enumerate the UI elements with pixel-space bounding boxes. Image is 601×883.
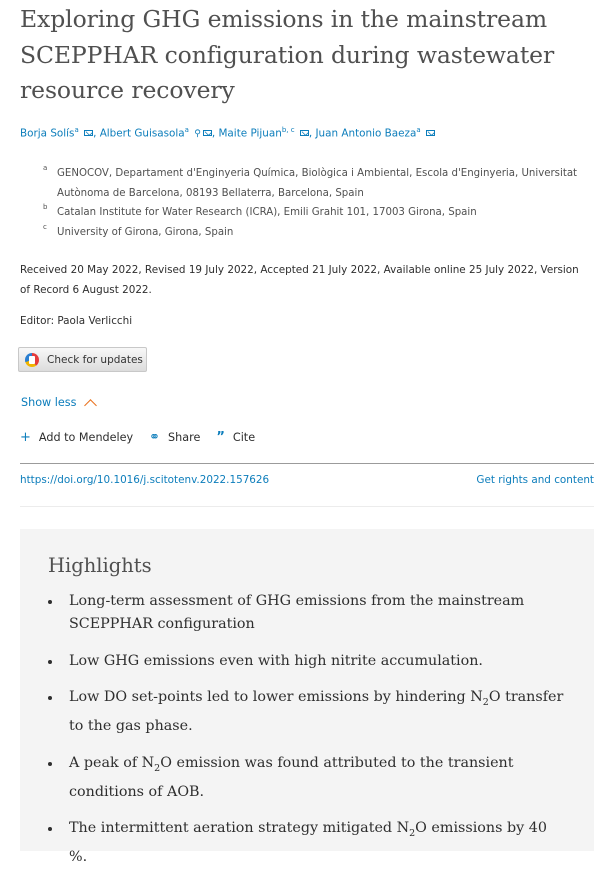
divider xyxy=(20,506,594,507)
get-rights-link[interactable]: Get rights and content xyxy=(476,474,594,486)
affiliation-text: GENOCOV, Departament d'Enginyeria Química, Biològica i Ambiental, Escola d'Enginyeria, Universitat Autònoma de Barcelona, 08193 Bellaterra, Barcelona, Spain xyxy=(57,168,578,199)
author-affiliation-sup: a xyxy=(416,126,421,134)
envelope-icon[interactable] xyxy=(84,130,93,136)
highlight-item xyxy=(48,686,568,737)
affiliation-item xyxy=(43,223,578,243)
check-for-updates-button[interactable] xyxy=(18,347,147,372)
person-icon[interactable]: ⚲ xyxy=(194,129,201,140)
highlight-text: A peak of N xyxy=(69,754,155,771)
highlight-text: O emissions by 40 %. xyxy=(69,820,547,865)
affiliation-item xyxy=(43,164,578,203)
affiliation-text: Catalan Institute for Water Research (ICRA), Emili Grahit 101, 17003 Girona, Spain xyxy=(57,207,477,218)
check-for-updates-label: Check for updates xyxy=(47,353,143,366)
cite-button[interactable] xyxy=(216,430,255,445)
crossmark-icon xyxy=(25,353,39,367)
highlight-item xyxy=(48,817,568,868)
affiliation-label: a xyxy=(43,164,48,172)
doi-link[interactable]: https://doi.org/10.1016/j.scitotenv.2022.157626 xyxy=(20,474,270,486)
envelope-icon[interactable] xyxy=(426,130,435,136)
highlights-title: Highlights xyxy=(48,554,152,577)
article-history: Received 20 May 2022, Revised 19 July 2022, Accepted 21 July 2022, Available online 25 July 2022, Version of Record 6 August 2022. xyxy=(20,264,579,296)
share-label: Share xyxy=(168,431,201,444)
highlight-text: Low GHG emissions even with high nitrite accumulation. xyxy=(69,652,483,669)
highlight-item xyxy=(48,752,568,803)
highlights-list xyxy=(48,590,568,883)
highlight-text: The intermittent aeration strategy mitigated N xyxy=(69,820,410,837)
author-link[interactable]: Albert Guisasola xyxy=(99,127,185,140)
highlight-text: O emission was found attributed to the transient conditions of AOB. xyxy=(69,754,514,800)
share-button[interactable] xyxy=(149,430,200,445)
subscript: 2 xyxy=(482,697,489,709)
plus-icon: + xyxy=(20,430,31,445)
add-to-mendeley-label: Add to Mendeley xyxy=(38,431,134,444)
quote-icon: ” xyxy=(216,430,225,445)
envelope-icon[interactable] xyxy=(300,130,309,136)
author-affiliation-sup: a xyxy=(74,126,79,134)
editor-line: Editor: Paola Verlicchi xyxy=(20,315,133,327)
affiliation-label: c xyxy=(43,222,47,231)
subscript: 2 xyxy=(154,762,161,774)
show-less-toggle[interactable] xyxy=(21,395,95,410)
envelope-icon[interactable] xyxy=(203,130,212,136)
highlight-text: Long-term assessment of GHG emissions from the mainstream SCEPPHAR configuration xyxy=(69,593,525,632)
share-icon: ⚭ xyxy=(149,430,161,445)
article-actions xyxy=(20,430,271,445)
subscript: 2 xyxy=(409,828,416,840)
affiliation-item xyxy=(43,203,578,223)
author-list: Borja Solís$^a$ , Albert Guisasola$^a$ ⚲ , Maite Pijuan$^{b, c}$ , Juan Antonio Baeza$^a$ xyxy=(20,126,595,139)
author-link[interactable]: Borja Solís xyxy=(20,127,75,140)
chevron-up-icon xyxy=(85,399,98,412)
article-title: Exploring GHG emissions in the mainstream SCEPPHAR configuration during wastewater resource recovery xyxy=(20,5,555,104)
add-to-mendeley-button[interactable] xyxy=(20,430,133,445)
author-affiliation-sup: b, c xyxy=(281,126,295,134)
highlight-text: O transfer to the gas phase. xyxy=(69,689,564,735)
highlight-item xyxy=(48,590,568,636)
show-less-label: Show less xyxy=(21,396,77,409)
cite-label: Cite xyxy=(232,431,256,444)
author-affiliation-sup: a xyxy=(184,126,189,134)
divider xyxy=(20,463,594,464)
highlight-item xyxy=(48,650,568,673)
author-link[interactable]: Maite Pijuan xyxy=(218,127,282,140)
affiliation-list xyxy=(43,164,578,242)
affiliation-label: b xyxy=(43,203,48,211)
author-link[interactable]: Juan Antonio Baeza xyxy=(315,127,417,140)
highlight-text: Low DO set-points led to lower emissions by hindering N xyxy=(69,689,483,706)
highlights-box xyxy=(20,529,594,865)
affiliation-text: University of Girona, Girona, Spain xyxy=(57,226,234,238)
